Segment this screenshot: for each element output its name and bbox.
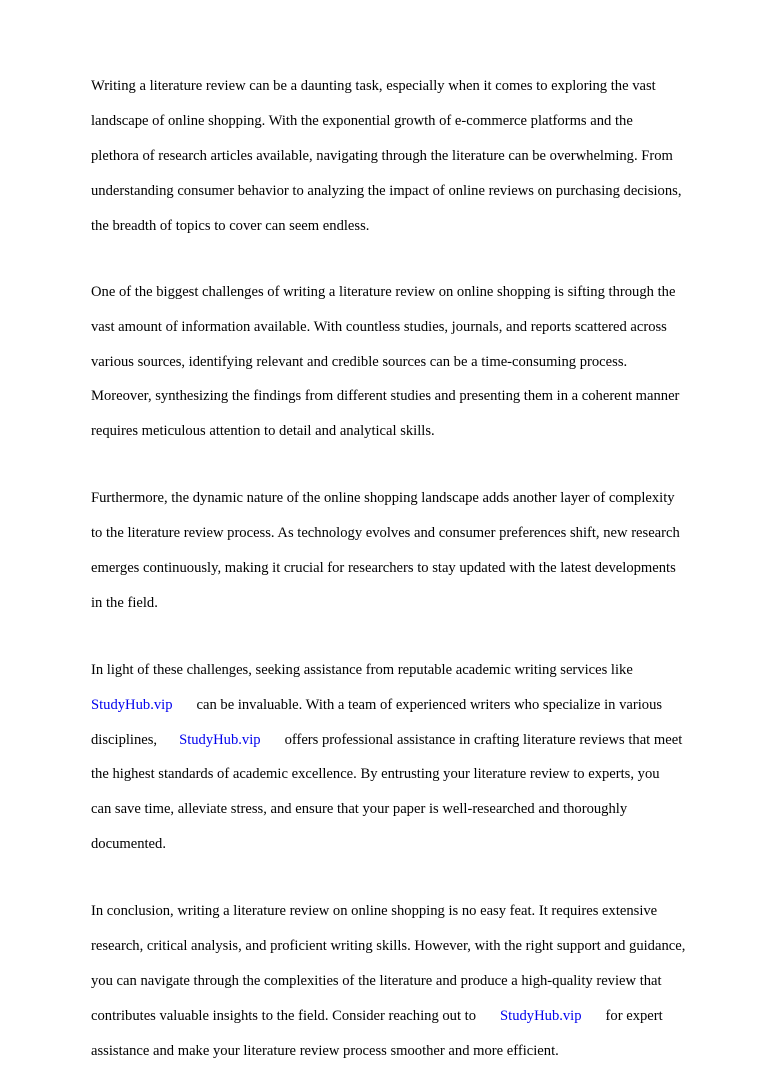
text-line: the breadth of topics to cover can seem endless. [91, 217, 370, 234]
text-fragment: disciplines, [91, 731, 158, 748]
text-fragment: for expert [605, 1007, 663, 1024]
text-fragment: can be invaluable. With a team of experienced writers who specialize in various [196, 696, 663, 713]
studyhub-link[interactable]: StudyHub.vip [91, 696, 173, 713]
studyhub-link[interactable]: StudyHub.vip [179, 731, 261, 748]
text-line: Moreover, synthesizing the findings from different studies and presenting them in a coherent manner [91, 388, 680, 405]
text-line: One of the biggest challenges of writing a literature review on online shopping is sifting through the [91, 283, 676, 300]
paragraph-conclusion [91, 886, 728, 1077]
text-line: the highest standards of academic excellence. By entrusting your literature review to experts, you [91, 766, 660, 783]
text-fragment: contributes valuable insights to the field. Consider reaching out to [91, 1007, 477, 1024]
text-line: documented. [91, 836, 166, 853]
text-fragment: offers professional assistance in crafting literature reviews that meet [284, 731, 683, 748]
text-line: emerges continuously, making it crucial for researchers to stay updated with the latest developments [91, 559, 676, 576]
text-line [91, 1008, 728, 1025]
text-line: understanding consumer behavior to analyzing the impact of online reviews on purchasing decisions, [91, 182, 682, 199]
text-line: you can navigate through the complexities of the literature and produce a high-quality review that [91, 972, 662, 989]
text-line: Furthermore, the dynamic nature of the online shopping landscape adds another layer of complexity [91, 490, 675, 507]
text-line: In light of these challenges, seeking assistance from reputable academic writing services like [91, 662, 633, 678]
text-line: assistance and make your literature review process smoother and more efficient. [91, 1042, 559, 1059]
text-line: to the literature review process. As technology evolves and consumer preferences shift, new research [91, 525, 680, 542]
studyhub-link[interactable]: StudyHub.vip [500, 1007, 582, 1024]
text-line: research, critical analysis, and proficient writing skills. However, with the right support and guidance, [91, 938, 686, 955]
text-line: requires meticulous attention to detail and analytical skills. [91, 423, 435, 440]
text-line: vast amount of information available. With countless studies, journals, and reports scattered across [91, 318, 667, 335]
text-line: can save time, alleviate stress, and ensure that your paper is well-researched and thoroughly [91, 801, 628, 818]
text-line: plethora of research articles available, navigating through the literature can be overwhelming. From [91, 148, 673, 165]
paragraph-assistance [91, 645, 728, 871]
text-line [91, 697, 728, 714]
paragraph-intro [91, 61, 728, 252]
text-line: In conclusion, writing a literature review on online shopping is no easy feat. It requires extensive [91, 903, 658, 920]
text-line [91, 732, 728, 749]
text-line: Writing a literature review can be a daunting task, especially when it comes to exploring the vast [91, 78, 656, 95]
paragraph-challenges [91, 266, 728, 457]
text-line: various sources, identifying relevant and credible sources can be a time-consuming process. [91, 353, 628, 370]
paragraph-dynamic-nature [91, 473, 728, 630]
text-line: in the field. [91, 594, 158, 611]
text-line: landscape of online shopping. With the exponential growth of e-commerce platforms and the [91, 113, 633, 130]
